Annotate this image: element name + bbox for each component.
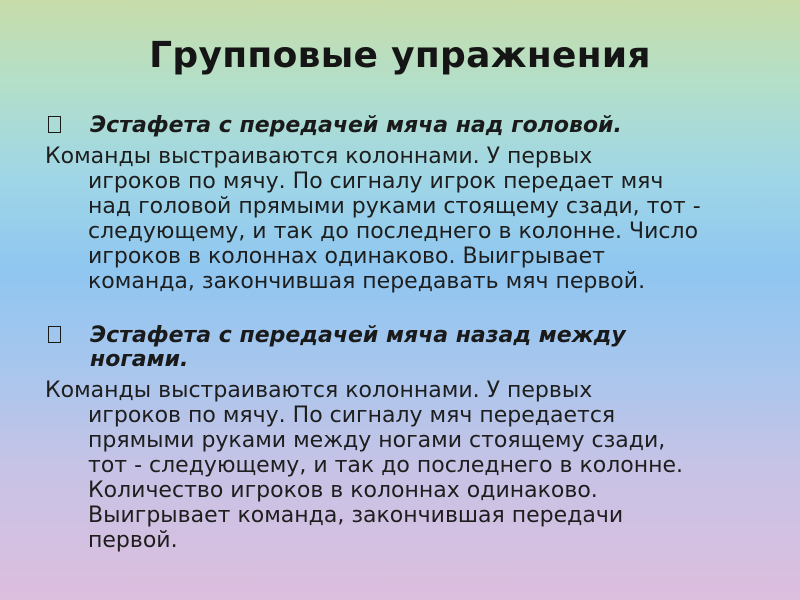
description-line: игроков по мячу. По сигналу мяч передается — [88, 403, 616, 428]
square-bullet-icon — [48, 116, 61, 133]
exercise-section — [0, 324, 800, 553]
exercise-description — [0, 144, 800, 294]
description-line: Количество игроков в колоннах одинаково. — [88, 478, 598, 503]
description-line: Команды выстраиваются колоннами. У первых — [45, 144, 593, 169]
square-bullet-icon — [48, 326, 61, 343]
description-line: команда, закончившая передавать мяч первой. — [88, 269, 646, 294]
exercise-heading-text: Эстафета с передачей мяча над головой. — [90, 113, 622, 138]
description-line: над головой прямыми руками стоящему сзади, тот - — [88, 194, 701, 219]
exercise-heading-text: Эстафета с передачей мяча назад между — [90, 323, 626, 348]
description-line: Выигрывает команда, закончившая передачи — [88, 503, 624, 528]
description-line: Команды выстраиваются колоннами. У первых — [45, 378, 593, 403]
exercise-heading-text: ногами. — [90, 347, 189, 372]
exercise-heading — [0, 114, 800, 138]
description-line: следующему, и так до последнего в колонне. Число — [88, 219, 699, 244]
exercise-heading — [0, 324, 800, 372]
description-line: игроков по мячу. По сигналу игрок передает мяч — [88, 169, 664, 194]
description-line: прямыми руками между ногами стоящему сзади, — [88, 428, 666, 453]
exercise-description — [0, 378, 800, 553]
exercise-section — [0, 114, 800, 294]
description-line: первой. — [88, 528, 178, 553]
description-line: тот - следующему, и так до последнего в колонне. — [88, 453, 684, 478]
description-line: игроков в колоннах одинаково. Выигрывает — [88, 244, 605, 269]
slide-title: Групповые упражнения — [149, 35, 651, 76]
